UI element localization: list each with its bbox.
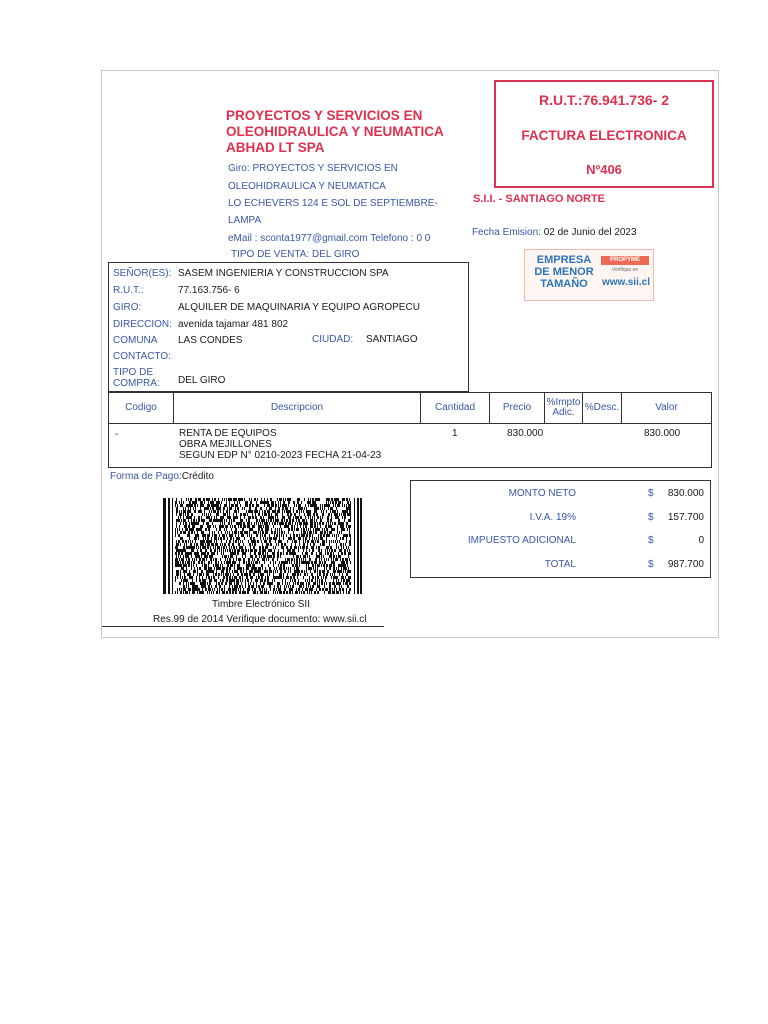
header-cantidad: Cantidad	[421, 393, 490, 423]
senor-label: SEÑOR(ES):	[113, 268, 172, 279]
issuer-giro: Giro: PROYECTOS Y SERVICIOS EN	[228, 163, 398, 174]
header-valor: Valor	[655, 402, 678, 413]
stamp-label: Timbre Electrónico SII	[212, 599, 310, 610]
issuer-contact: eMail : sconta1977@gmail.com Telefono : 0 0	[228, 233, 431, 244]
header-desc: %Desc.	[583, 393, 622, 423]
stamp-divider	[102, 626, 384, 627]
pyme-badge: EMPRESA DE MENOR TAMAÑO PROPYME Verifique en www.sii.cl	[524, 249, 654, 301]
header-precio: Precio	[490, 393, 545, 423]
stamp-resolution: Res.99 de 2014 Verifique documento: www.sii.cl	[153, 614, 367, 625]
client-comuna: LAS CONDES	[178, 335, 243, 346]
client-address: avenida tajamar 481 802	[178, 319, 289, 330]
header-impto: %Impto Adic.	[545, 393, 583, 423]
sii-stamp-barcode-icon	[163, 498, 362, 594]
issuer-address-city: LAMPA	[228, 215, 262, 226]
propyme-tag: PROPYME	[601, 256, 649, 265]
ciudad-label: CIUDAD:	[312, 334, 354, 345]
issuer-address: LO ECHEVERS 124 E SOL DE SEPTIEMBRE-	[228, 198, 438, 209]
header-descripcion: Descripcion	[174, 393, 421, 423]
client-city: SANTIAGO	[366, 334, 418, 345]
header-codigo: Codigo	[109, 393, 174, 423]
sii-office: S.I.I. - SANTIAGO NORTE	[473, 193, 606, 205]
document-id-box	[494, 80, 714, 188]
document-rut: R.U.T.:76.941.736- 2	[539, 92, 669, 108]
rut-label: R.U.T.:	[113, 285, 144, 296]
row-precio: 830.000	[507, 428, 544, 439]
payment-method: Forma de Pago:Crédito	[110, 471, 214, 482]
row-valor: 830.000	[644, 428, 681, 439]
issuer-name: PROYECTOS Y SERVICIOS EN OLEOHIDRAULICA Y NEUMATICA ABHAD LT SPA	[226, 108, 444, 155]
emission-date: Fecha Emision: 02 de Junio del 2023	[472, 227, 637, 238]
sii-url: www.sii.cl	[602, 277, 650, 288]
giro-label: GIRO:	[113, 302, 142, 313]
direccion-label: DIRECCION:	[113, 319, 172, 330]
client-name: SASEM INGENIERIA Y CONSTRUCCION SPA	[178, 268, 389, 279]
row-description: RENTA DE EQUIPOS OBRA MEJILLONES SEGUN EDP N° 0210-2023 FECHA 21-04-23	[179, 428, 382, 461]
client-rut: 77.163.756- 6	[178, 285, 240, 296]
issuer-sale-type: TIPO DE VENTA: DEL GIRO	[231, 249, 360, 260]
document-type: FACTURA ELECTRONICA	[521, 128, 687, 143]
comuna-label: COMUNA	[113, 335, 158, 346]
totals-box: MONTO NETO $ 830.000 I.V.A. 19% $ 157.700 IMPUESTO ADICIONAL $ 0 TOTAL $ 987.700	[410, 480, 711, 578]
tipo-compra-label: TIPO DE COMPRA:	[113, 367, 160, 389]
items-header-row	[109, 393, 711, 424]
client-giro: ALQUILER DE MAQUINARIA Y EQUIPO AGROPECU	[178, 302, 420, 313]
client-purchase-type: DEL GIRO	[178, 375, 226, 386]
items-table	[108, 392, 712, 468]
row-codigo: -	[115, 429, 119, 440]
row-cantidad: 1	[452, 428, 458, 439]
document-number: Nº406	[586, 162, 622, 177]
issuer-giro-line2: OLEOHIDRAULICA Y NEUMATICA	[228, 181, 386, 192]
contacto-label: CONTACTO:	[113, 351, 171, 362]
